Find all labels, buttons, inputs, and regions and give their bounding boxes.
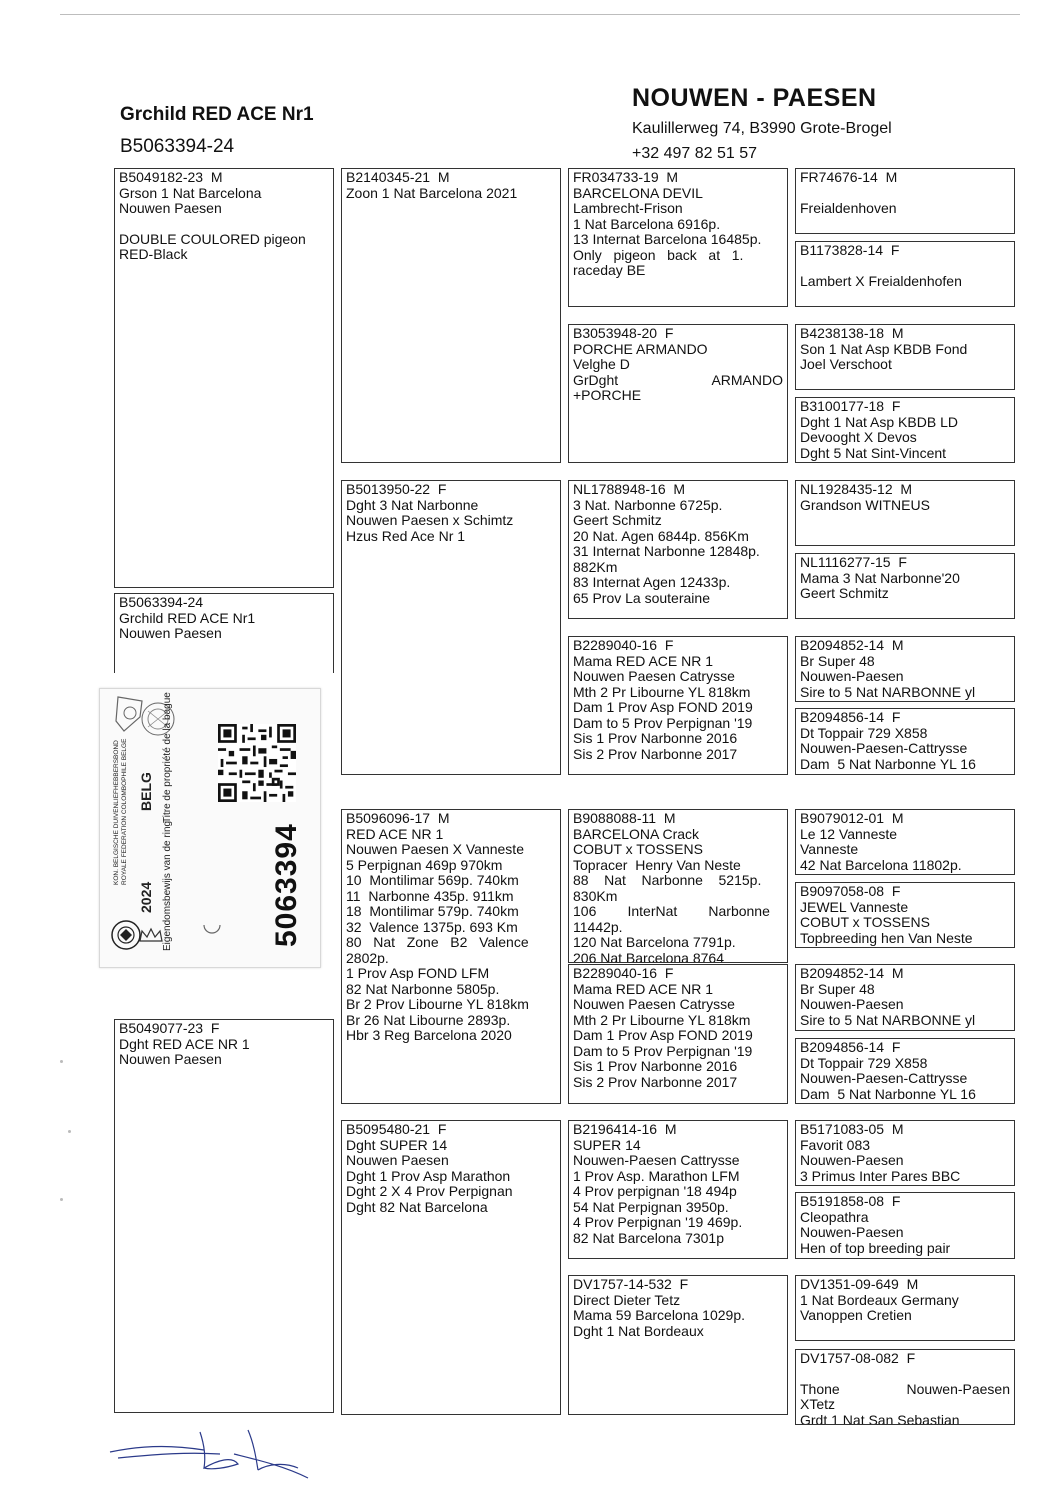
info-line: Geert Schmitz bbox=[800, 585, 889, 601]
ddd-box bbox=[795, 708, 1015, 775]
ring-code: B5049077-23 F bbox=[119, 1020, 220, 1036]
info-line: DOUBLE COULORED pigeon bbox=[119, 230, 306, 247]
info-line: 4 Prov perpignan '18 494p bbox=[573, 1183, 737, 1199]
sire-dam-box bbox=[568, 324, 788, 463]
justified-word: ARMANDO bbox=[711, 371, 783, 388]
info-line: Dght 1 Nat Bordeaux bbox=[573, 1322, 704, 1339]
pedigree-title: Grchild RED ACE Nr1 bbox=[120, 104, 314, 125]
info-line: Dam to 5 Prov Perpignan '19 bbox=[573, 714, 753, 731]
info-line: XTetz bbox=[800, 1396, 836, 1412]
info-line: raceday BE bbox=[573, 262, 646, 278]
s2sd-box bbox=[795, 882, 1015, 948]
info-line: Nouwen Paesen Catrysse bbox=[573, 996, 735, 1012]
info-line: Only pigeon back at 1. bbox=[573, 246, 744, 263]
info-line: Mama RED ACE NR 1 bbox=[573, 980, 714, 997]
ring-code: B5171083-05 M bbox=[800, 1121, 904, 1137]
info-line: Dght 82 Nat Barcelona bbox=[346, 1198, 488, 1215]
info-line: Mama 59 Barcelona 1029p. bbox=[573, 1307, 745, 1323]
ring-code: B2289040-16 F bbox=[573, 965, 674, 981]
info-line: PORCHE ARMANDO bbox=[573, 340, 708, 357]
dam-2-sire-box bbox=[568, 1120, 788, 1259]
info-line: Geert Schmitz bbox=[573, 512, 662, 528]
info-line: Dam 5 Nat Narbonne YL 16 bbox=[800, 1085, 976, 1102]
info-line: 830Km bbox=[573, 887, 618, 904]
reference-box bbox=[114, 593, 334, 673]
qr-code-icon bbox=[218, 723, 296, 803]
info-line: Mama RED ACE NR 1 bbox=[573, 652, 714, 669]
ring-card-number: 5063394 bbox=[270, 823, 303, 947]
info-line: Sire to 5 Nat NARBONNE yl bbox=[800, 1011, 976, 1028]
info-line: Mth 2 Pr Libourne YL 818km bbox=[573, 683, 751, 700]
ssd-box bbox=[795, 241, 1015, 307]
s2ds-box bbox=[795, 964, 1015, 1031]
info-line: Dam to 5 Prov Perpignan '19 bbox=[573, 1042, 753, 1059]
scan-speck bbox=[60, 1198, 63, 1201]
info-line: Nouwen Paesen X Vanneste bbox=[346, 841, 524, 857]
blank-line bbox=[119, 217, 329, 232]
pigeon-box bbox=[114, 168, 334, 588]
sire-2-dam-box bbox=[568, 964, 788, 1104]
ring-code: FR74676-14 M bbox=[800, 169, 898, 185]
info-line: Dt Toppair 729 X858 bbox=[800, 1054, 928, 1071]
ring-code: FR034733-19 M bbox=[573, 169, 679, 185]
signature-icon bbox=[108, 1424, 318, 1484]
info-line: 13 Internat Barcelona 16485p. bbox=[573, 231, 762, 247]
owner-address: Kaulillerweg 74, B3990 Grote-Brogel bbox=[632, 120, 892, 137]
info-line: Grdt 1 Nat San Sebastian bbox=[800, 1411, 960, 1425]
dsd-box bbox=[795, 553, 1015, 619]
ring-code: DV1351-09-649 M bbox=[800, 1276, 919, 1292]
info-line: Devooght X Devos bbox=[800, 429, 917, 445]
info-line: Dam 1 Prov Asp FOND 2019 bbox=[573, 1027, 753, 1043]
info-line: Hbr 3 Reg Barcelona 2020 bbox=[346, 1027, 512, 1043]
ring-code: B2094856-14 F bbox=[800, 1039, 901, 1055]
ring-code: B9079012-01 M bbox=[800, 810, 904, 826]
ring-ownership-card bbox=[99, 688, 321, 968]
pedigree-ring-number: B5063394-24 bbox=[120, 136, 235, 157]
info-line: Lambert X Freialdenhofen bbox=[800, 272, 962, 289]
info-line: Hzus Red Ace Nr 1 bbox=[346, 527, 466, 544]
info-line: Dght 1 Nat Asp KBDB LD bbox=[800, 413, 958, 430]
info-line: Dt Toppair 729 X858 bbox=[800, 724, 928, 741]
ring-code: B5063394-24 bbox=[119, 594, 204, 610]
sss-box bbox=[795, 168, 1015, 234]
info-line: Nouwen Paesen x Schimtz bbox=[346, 512, 514, 528]
info-line: Sis 2 Prov Narbonne 2017 bbox=[573, 1073, 738, 1090]
ring-code: B2094852-14 M bbox=[800, 965, 904, 981]
info-line: 10 Montilimar 569p. 740km bbox=[346, 872, 519, 888]
info-line: RED-Black bbox=[119, 246, 188, 262]
info-line: Nouwen Paesen bbox=[346, 1152, 449, 1168]
info-line: Dght 5 Nat Sint-Vincent bbox=[800, 444, 947, 461]
info-line: Freialdenhoven bbox=[800, 199, 897, 216]
info-line: Nouwen Paesen Catrysse bbox=[573, 668, 735, 684]
info-line: Lambrecht-Frison bbox=[573, 200, 683, 216]
ring-code: B5096096-17 M bbox=[346, 810, 450, 826]
info-line: Zoon 1 Nat Barcelona 2021 bbox=[346, 184, 518, 201]
info-line: Mama 3 Nat Narbonne'20 bbox=[800, 569, 960, 586]
d2ss-box bbox=[795, 1120, 1015, 1186]
ring-code: B3053948-20 F bbox=[573, 325, 674, 341]
info-line: 65 Prov La souteraine bbox=[573, 589, 710, 606]
ring-code: B5049182-23 M bbox=[119, 169, 223, 185]
info-line: Nouwen-Paesen Cattrysse bbox=[573, 1152, 740, 1168]
info-line: Direct Dieter Tetz bbox=[573, 1291, 681, 1308]
info-line: Grchild RED ACE Nr1 bbox=[119, 609, 256, 626]
info-line: Nouwen-Paesen bbox=[800, 1224, 904, 1240]
ring-country: BELG bbox=[138, 772, 154, 811]
info-line: JEWEL Vanneste bbox=[800, 898, 909, 915]
info-line: RED ACE NR 1 bbox=[346, 825, 444, 842]
info-line: Dght 2 X 4 Prov Perpignan bbox=[346, 1183, 513, 1199]
info-line: 206 Nat Barcelona 8764 bbox=[573, 949, 724, 963]
ring-code: B9088088-11 M bbox=[573, 810, 676, 826]
ring-code: B4238138-18 M bbox=[800, 325, 904, 341]
blank-line bbox=[800, 259, 1010, 274]
justified-word: Nouwen-Paesen bbox=[906, 1380, 1010, 1397]
info-line: 11 Narbonne 435p. 911km bbox=[346, 887, 514, 904]
info-line: Nouwen-Paesen bbox=[800, 668, 904, 684]
info-line: Br 26 Nat Libourne 2893p. bbox=[346, 1011, 511, 1028]
ring-code: NL1928435-12 M bbox=[800, 481, 913, 497]
info-line: Grandson WITNEUS bbox=[800, 496, 930, 513]
ring-code: B3100177-18 F bbox=[800, 398, 901, 414]
info-line: Sire to 5 Nat NARBONNE yl bbox=[800, 683, 976, 700]
sire-2-sire-box bbox=[568, 809, 788, 963]
info-line: Vanoppen Cretien bbox=[800, 1307, 912, 1323]
d2dd-box bbox=[795, 1349, 1015, 1425]
info-line: Br 2 Prov Libourne YL 818km bbox=[346, 996, 529, 1012]
sds-box bbox=[795, 324, 1015, 390]
crown-icon bbox=[140, 929, 162, 941]
blank-line bbox=[800, 1367, 1010, 1382]
info-line: Mth 2 Pr Libourne YL 818km bbox=[573, 1011, 751, 1028]
info-line: Br Super 48 bbox=[800, 980, 875, 997]
info-line: COBUT x TOSSENS bbox=[800, 914, 930, 930]
scan-speck bbox=[68, 1130, 71, 1133]
ring-code: NL1116277-15 F bbox=[800, 554, 907, 570]
info-line: Nouwen-Paesen-Cattrysse bbox=[800, 1070, 968, 1086]
info-line: BARCELONA Crack bbox=[573, 825, 700, 842]
info-line: 11442p. bbox=[573, 918, 623, 935]
info-line: Dght 3 Nat Narbonne bbox=[346, 496, 479, 513]
sire-sire-box bbox=[568, 168, 788, 307]
ownership-proof-fr: Titre de propriété de la bague bbox=[162, 692, 173, 823]
owner-phone: +32 497 82 51 57 bbox=[632, 145, 758, 162]
info-line: Dght RED ACE NR 1 bbox=[119, 1035, 250, 1052]
d2sd-box bbox=[795, 1192, 1015, 1259]
info-line: Cleopathra bbox=[800, 1208, 869, 1225]
ring-code: B1173828-14 F bbox=[800, 242, 900, 258]
info-line: 82 Nat Barcelona 7301p bbox=[573, 1229, 724, 1246]
dam-dam-box bbox=[568, 636, 788, 775]
info-line: Le 12 Vanneste bbox=[800, 825, 898, 842]
dam-2-dam-box bbox=[568, 1275, 788, 1415]
federation-emblem-icon bbox=[116, 697, 142, 731]
info-line: Sis 1 Prov Narbonne 2016 bbox=[573, 1058, 738, 1074]
ring-code: B2196414-16 M bbox=[573, 1121, 677, 1137]
sdd-box bbox=[795, 397, 1015, 463]
info-line: 88 Nat Narbonne 5215p. bbox=[573, 872, 762, 888]
info-line: Dght 1 Prov Asp Marathon bbox=[346, 1167, 511, 1184]
info-line: 80 Nat Zone B2 Valence bbox=[346, 934, 529, 950]
info-line: 5 Perpignan 469p 970km bbox=[346, 856, 503, 873]
scan-speck bbox=[60, 1060, 63, 1063]
ring-code: B5013950-22 F bbox=[346, 481, 447, 497]
ring-code: B2289040-16 F bbox=[573, 637, 674, 653]
justified-word: GrDght bbox=[573, 371, 619, 388]
info-line: 42 Nat Barcelona 11802p. bbox=[800, 856, 962, 873]
info-line: Velghe D bbox=[573, 356, 630, 372]
info-line: Br Super 48 bbox=[800, 652, 875, 669]
info-line: Topbreeding hen Van Neste bbox=[800, 929, 973, 946]
info-line: 1 Prov Asp. Marathon LFM bbox=[573, 1167, 740, 1184]
owner-name: NOUWEN - PAESEN bbox=[632, 84, 877, 112]
s2ss-box bbox=[795, 809, 1015, 875]
info-line: 18 Montilimar 579p. 740km bbox=[346, 903, 519, 919]
ring-code: B2140345-21 M bbox=[346, 169, 450, 185]
info-line: BARCELONA DEVIL bbox=[573, 184, 703, 201]
info-line: Nouwen Paesen bbox=[119, 625, 222, 641]
info-line: 3 Primus Inter Pares BBC bbox=[800, 1167, 961, 1184]
info-line: +PORCHE bbox=[573, 387, 642, 403]
sire-2-box bbox=[341, 809, 561, 1104]
info-line: 2802p. bbox=[346, 949, 389, 966]
info-line: Nouwen-Paesen bbox=[800, 1152, 904, 1168]
ring-code: DV1757-08-082 F bbox=[800, 1350, 916, 1366]
info-line: Topracer Henry Van Neste bbox=[573, 856, 741, 873]
info-line: Vanneste bbox=[800, 841, 859, 857]
info-line: Sis 1 Prov Narbonne 2016 bbox=[573, 730, 738, 746]
ring-code: B9097058-08 F bbox=[800, 883, 901, 899]
dam-sire-box bbox=[568, 480, 788, 619]
info-line: COBUT x TOSSENS bbox=[573, 841, 703, 857]
info-line: 32 Valence 1375p. 693 Km bbox=[346, 918, 518, 935]
info-line: Favorit 083 bbox=[800, 1136, 871, 1153]
info-line: 1 Prov Asp FOND LFM bbox=[346, 965, 490, 981]
ownership-proof-nl: Eigendomsbewijs van de ring bbox=[162, 820, 173, 951]
tick-mark-icon bbox=[204, 925, 220, 933]
ring-code: B5095480-21 F bbox=[346, 1121, 447, 1137]
info-line: 106 InterNat Narbonne bbox=[573, 903, 770, 919]
justified-line bbox=[573, 373, 783, 389]
info-line: Grson 1 Nat Barcelona bbox=[119, 184, 262, 201]
info-line: Nouwen Paesen bbox=[119, 200, 222, 216]
ring-code: DV1757-14-532 F bbox=[573, 1276, 689, 1292]
info-line: 120 Nat Barcelona 7791p. bbox=[573, 934, 736, 950]
justified-line bbox=[800, 1382, 1010, 1398]
info-line: SUPER 14 bbox=[573, 1136, 641, 1153]
info-line: Nouwen Paesen bbox=[119, 1051, 222, 1067]
dss-box bbox=[795, 480, 1015, 546]
sire-box bbox=[341, 168, 561, 463]
info-line: Sis 2 Prov Narbonne 2017 bbox=[573, 745, 738, 762]
dam-2-box bbox=[341, 1120, 561, 1415]
top-rule bbox=[60, 14, 1020, 15]
d2ds-box bbox=[795, 1275, 1015, 1341]
info-line: 882Km bbox=[573, 558, 618, 575]
ring-code: B2094856-14 F bbox=[800, 709, 901, 725]
ring-code: B5191858-08 F bbox=[800, 1193, 901, 1209]
info-line: Dam 1 Prov Asp FOND 2019 bbox=[573, 699, 753, 715]
info-line: 1 Nat Barcelona 6916p. bbox=[573, 215, 721, 232]
info-line: Joel Verschoot bbox=[800, 356, 892, 372]
info-line: Son 1 Nat Asp KBDB Fond bbox=[800, 340, 968, 357]
info-line: Nouwen-Paesen bbox=[800, 996, 904, 1012]
info-line: 83 Internat Agen 12433p. bbox=[573, 574, 731, 590]
info-line: 4 Prov Perpignan '19 469p. bbox=[573, 1214, 743, 1230]
info-line: Nouwen-Paesen-Cattrysse bbox=[800, 740, 968, 756]
ring-logo-icon bbox=[112, 921, 140, 949]
info-line: 82 Nat Narbonne 5805p. bbox=[346, 980, 500, 997]
ring-code: B2094852-14 M bbox=[800, 637, 904, 653]
dds-box bbox=[795, 636, 1015, 702]
info-line: 31 Internat Narbonne 12848p. bbox=[573, 543, 760, 559]
s2dd-box bbox=[795, 1038, 1015, 1104]
info-line: 1 Nat Bordeaux Germany bbox=[800, 1291, 959, 1308]
daughter-box bbox=[114, 1019, 334, 1413]
dam-box bbox=[341, 480, 561, 775]
ring-code: NL1788948-16 M bbox=[573, 481, 686, 497]
federation-name-fr: ROYALE FEDERATION COLOMBOPHILE BELGE bbox=[121, 738, 128, 885]
ring-year: 2024 bbox=[138, 881, 154, 913]
info-line: Hen of top breeding pair bbox=[800, 1239, 951, 1256]
info-line: 3 Nat. Narbonne 6725p. bbox=[573, 496, 723, 513]
federation-name-nl: KON. BELGISCHE DUIVENLIEFHEBBERSBOND bbox=[113, 740, 120, 885]
info-line: 54 Nat Perpignan 3950p. bbox=[573, 1198, 729, 1215]
justified-word: Thone bbox=[800, 1380, 840, 1397]
info-line: Dght SUPER 14 bbox=[346, 1136, 448, 1153]
blank-line bbox=[800, 186, 1010, 201]
info-line: Dam 5 Nat Narbonne YL 16 bbox=[800, 755, 976, 772]
info-line: 20 Nat. Agen 6844p. 856Km bbox=[573, 527, 749, 544]
